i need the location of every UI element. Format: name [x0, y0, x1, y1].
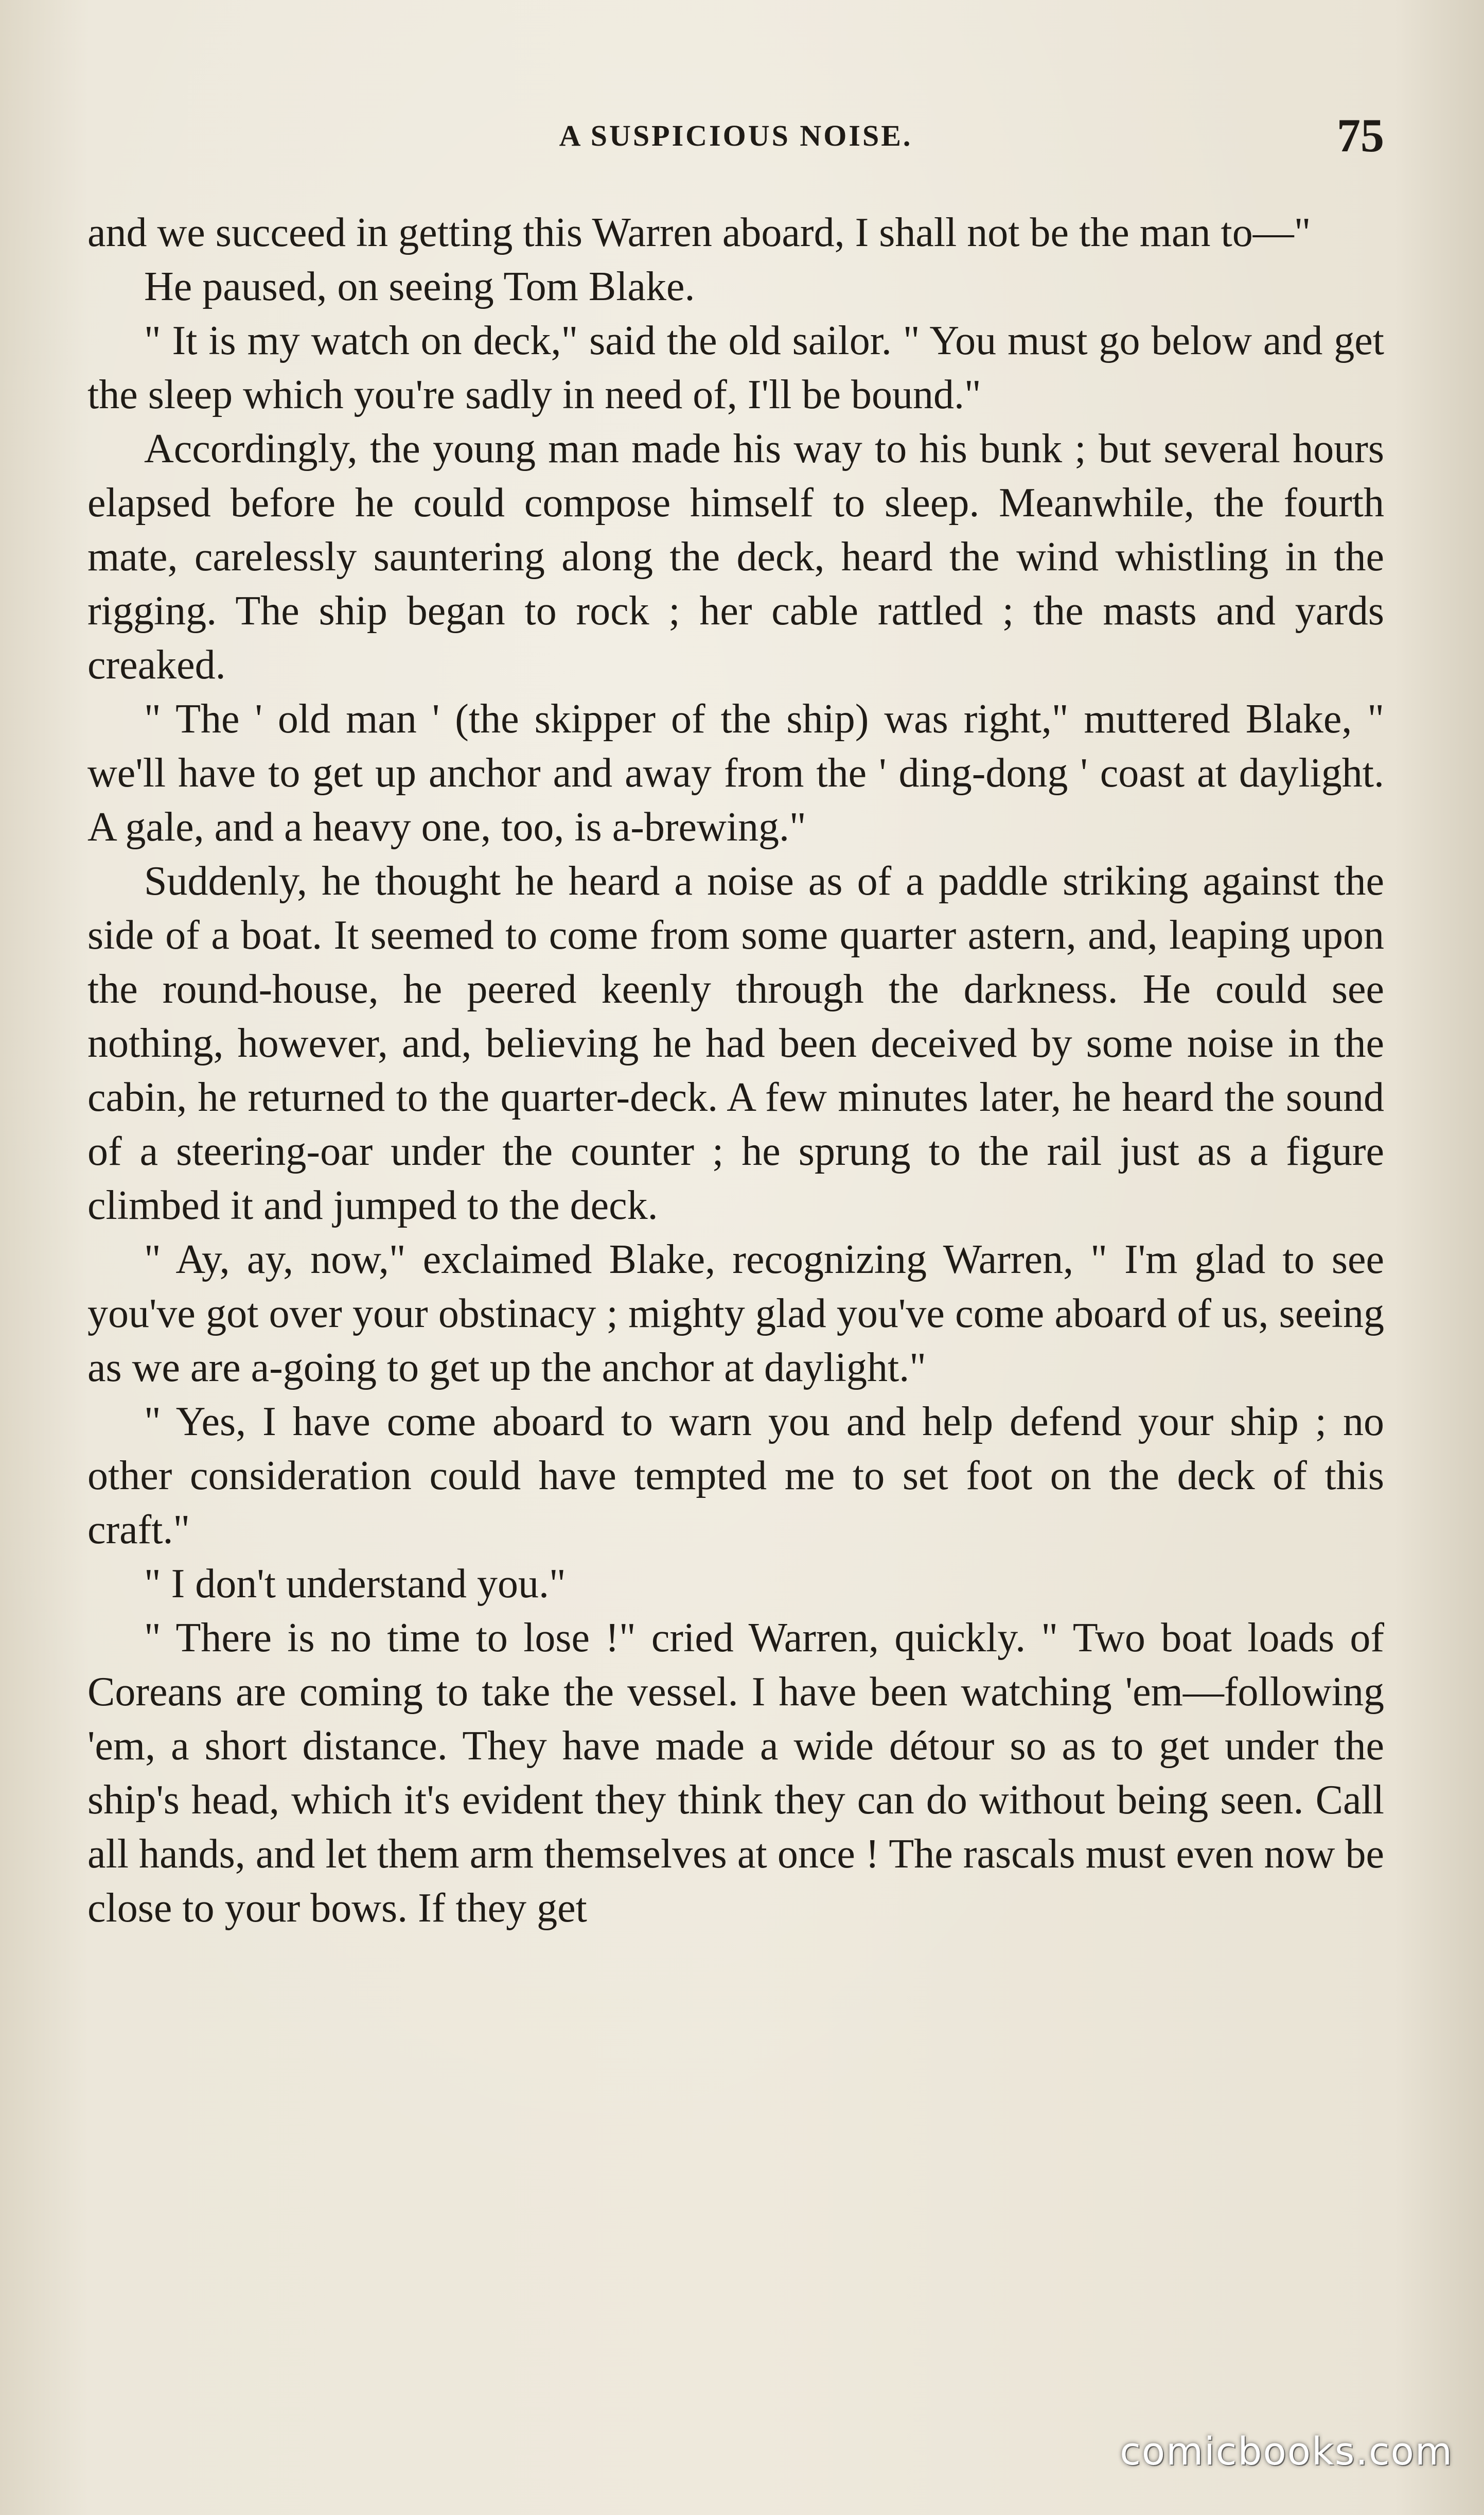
- paragraph: " It is my watch on deck," said the old sailor. " You must go below and get the sleep which you're sadly in need of, I'll be bound.": [87, 318, 1384, 417]
- body-text: [87, 206, 1384, 1935]
- page-number: 75: [1337, 109, 1384, 162]
- running-head: A SUSPICIOUS NOISE.: [559, 119, 913, 152]
- paragraph: " Yes, I have come aboard to warn you and help defend your ship ; no other consideration could have tempted me to set foot on the deck of this craft.": [87, 1399, 1384, 1552]
- paragraph: " Ay, ay, now," exclaimed Blake, recognizing Warren, " I'm glad to see you've got over your obstinacy ; mighty glad you've come aboard of us, seeing as we are a-going to get up the anchor at daylight.": [87, 1237, 1384, 1390]
- paragraph: and we succeed in getting this Warren aboard, I shall not be the man to—": [87, 210, 1311, 255]
- paragraph: " The ' old man ' (the skipper of the ship) was right," muttered Blake, " we'll have to get up anchor and away from the ' ding-dong ' coast at daylight. A gale, and a heavy one, too, is a-brewing.": [87, 696, 1384, 850]
- paragraph: He paused, on seeing Tom Blake.: [144, 264, 695, 309]
- page-header: [87, 103, 1384, 170]
- paragraph: Accordingly, the young man made his way to his bunk ; but several hours elapsed before he could compose himself to sleep. Meanwhile, the fourth mate, carelessly sauntering along the deck, heard the wind whistling in the rigging. The ship began to rock ; her cable rattled ; the masts and yards creaked.: [87, 426, 1384, 688]
- paragraph: " I don't understand you.": [144, 1561, 566, 1606]
- paragraph: Suddenly, he thought he heard a noise as of a paddle striking against the side of a boat. It seemed to come from some quarter astern, and, leaping upon the round-house, he peered keenly through the darkness. He could see nothing, however, and, believing he had been deceived by some noise in the cabin, he returned to the quarter-deck. A few minutes later, he heard the sound of a steering-oar under the counter ; he sprung to the rail just as a figure climbed it and jumped to the deck.: [87, 859, 1384, 1228]
- paragraph: " There is no time to lose !" cried Warren, quickly. " Two boat loads of Coreans are coming to take the vessel. I have been watching 'em—following 'em, a short distance. They have made a wide détour so as to get under the ship's head, which it's evident they think they can do without being seen. Call all hands, and let them arm themselves at once ! The rascals must even now be close to your bows. If they get: [87, 1615, 1384, 1931]
- watermark: comicbooks.com: [1120, 2430, 1453, 2474]
